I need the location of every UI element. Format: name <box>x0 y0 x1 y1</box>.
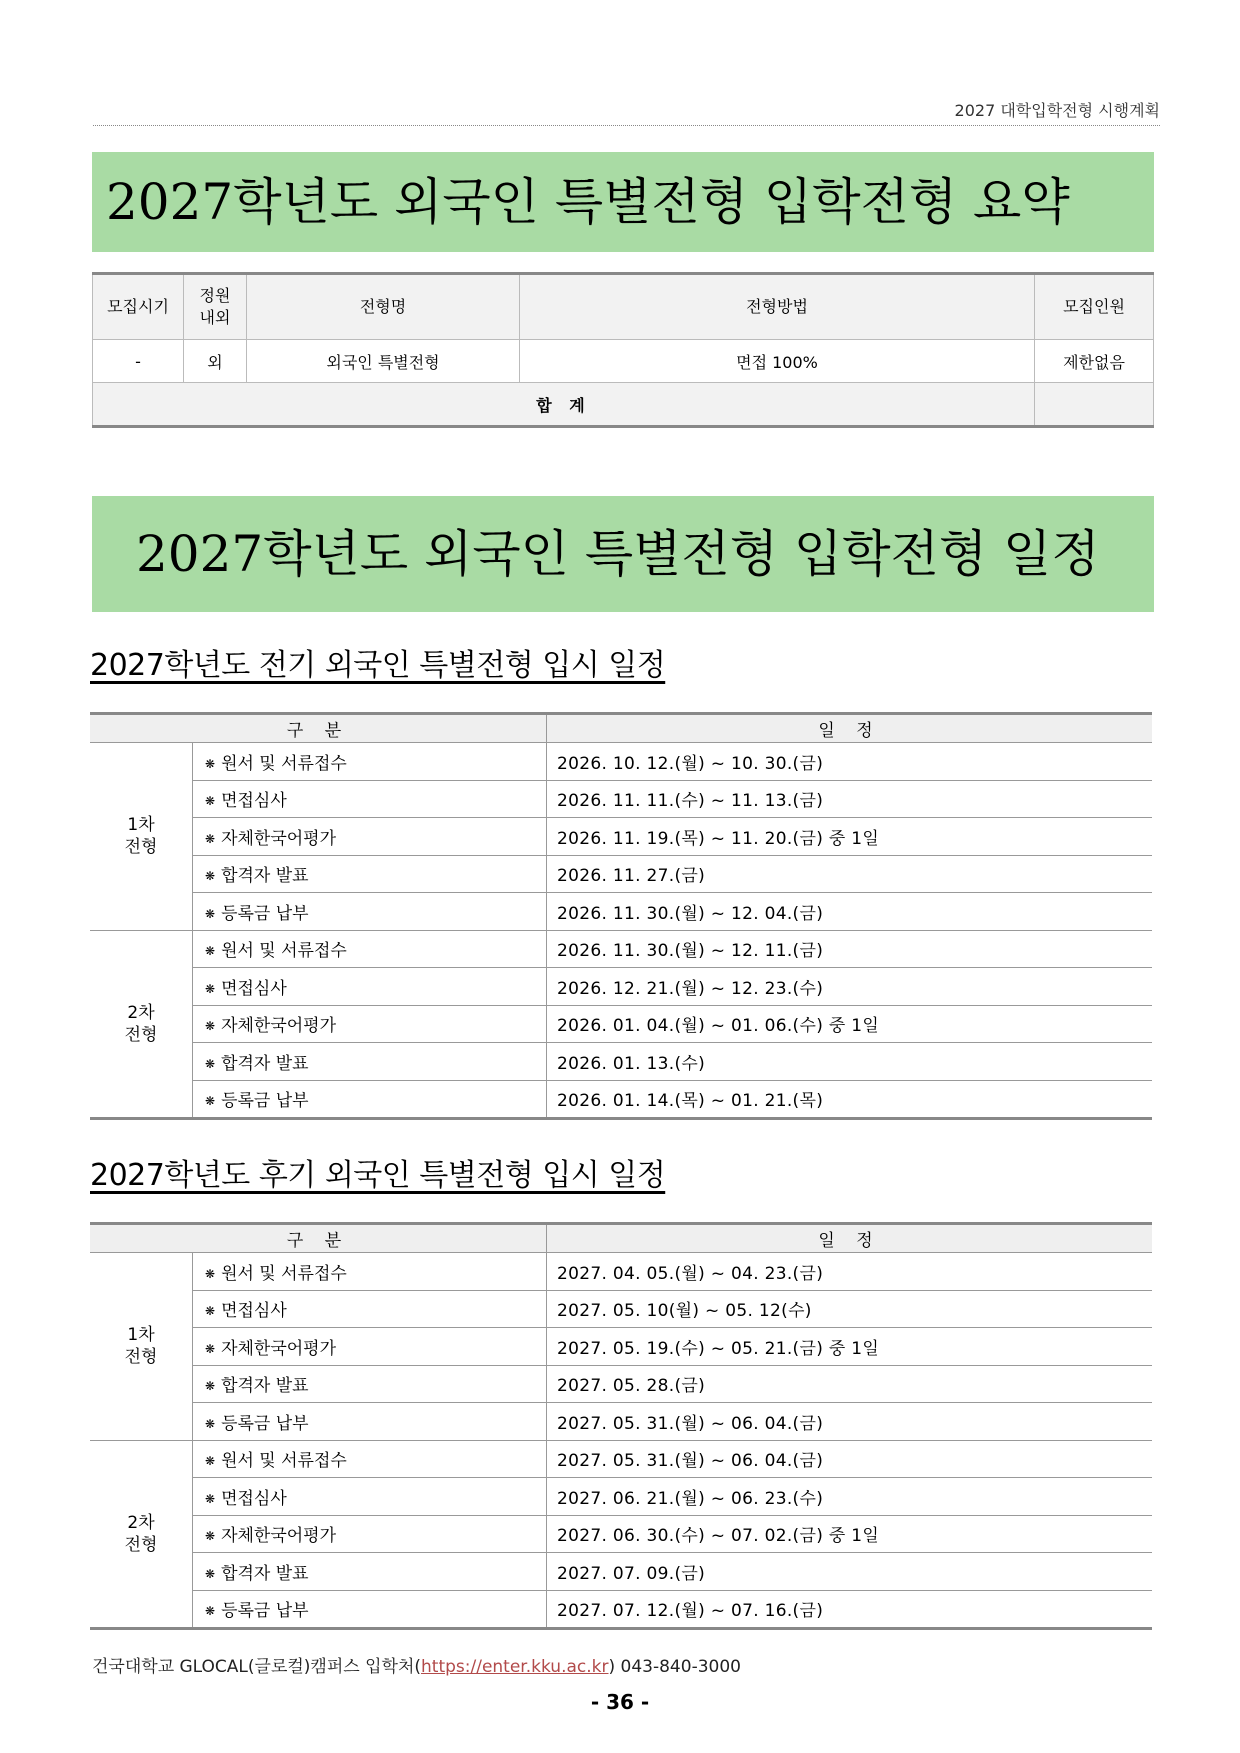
bullet-icon: ❋ <box>205 1604 216 1619</box>
schedule-item <box>193 1478 547 1516</box>
schedule-item <box>193 1005 547 1043</box>
schedule-item <box>193 855 547 893</box>
schedule-item-label: 원서 및 서류접수 <box>221 1451 347 1472</box>
round-label <box>90 930 193 1119</box>
table-row <box>90 1043 1152 1081</box>
schedule-item <box>193 968 547 1006</box>
table-row <box>90 743 1152 781</box>
header-cell-method: 전형방법 <box>520 274 1035 340</box>
schedule-item-label: 합격자 발표 <box>221 866 309 887</box>
schedule-table-late <box>90 1222 1152 1630</box>
table-row <box>90 930 1152 968</box>
page-number: - 36 - <box>590 1690 650 1714</box>
schedule-banner-title: 2027학년도 외국인 특별전형 입학전형 일정 <box>92 496 1154 612</box>
schedule-date: 2027. 07. 12.(월) ~ 07. 16.(금) <box>547 1590 1153 1629</box>
table-row <box>90 818 1152 856</box>
header-cell-period: 모집시기 <box>93 274 184 340</box>
round-label-line1: 2차 <box>127 1512 155 1533</box>
schedule-item-label: 등록금 납부 <box>221 1091 309 1112</box>
bullet-icon: ❋ <box>205 1416 216 1431</box>
schedule-date: 2026. 11. 27.(금) <box>547 855 1153 893</box>
schedule-date: 2027. 07. 09.(금) <box>547 1553 1153 1591</box>
bullet-icon: ❋ <box>205 1454 216 1469</box>
section-title-late: 2027학년도 후기 외국인 특별전형 입시 일정 <box>90 1158 666 1193</box>
schedule-item <box>193 1365 547 1403</box>
table-row <box>90 1403 1152 1441</box>
header-cell-quota-line1: 정원 <box>199 286 231 305</box>
schedule-item-label: 면접심사 <box>221 791 287 812</box>
bullet-icon: ❋ <box>205 794 216 809</box>
header-cell-count: 모집인원 <box>1035 274 1154 340</box>
schedule-item <box>193 893 547 931</box>
schedule-item-label: 등록금 납부 <box>221 1413 309 1434</box>
bullet-icon: ❋ <box>205 1379 216 1394</box>
footer-suffix: ) 043-840-3000 <box>608 1657 741 1677</box>
header-cell-quota-line2: 내외 <box>199 308 231 327</box>
table-row <box>90 1515 1152 1553</box>
bullet-icon: ❋ <box>205 1341 216 1356</box>
schedule-item-label: 등록금 납부 <box>221 903 309 924</box>
bullet-icon: ❋ <box>205 869 216 884</box>
bullet-icon: ❋ <box>205 1491 216 1506</box>
schedule-item <box>193 1403 547 1441</box>
schedule-item-label: 면접심사 <box>221 1488 287 1509</box>
schedule-date: 2027. 04. 05.(월) ~ 04. 23.(금) <box>547 1253 1153 1291</box>
schedule-date: 2027. 05. 31.(월) ~ 06. 04.(금) <box>547 1403 1153 1441</box>
table-row <box>90 1328 1152 1366</box>
bullet-icon: ❋ <box>205 1094 216 1109</box>
schedule-date: 2026. 12. 21.(월) ~ 12. 23.(수) <box>547 968 1153 1006</box>
schedule-item <box>193 780 547 818</box>
round-label-line1: 1차 <box>127 1325 155 1346</box>
round-label-line2: 전형 <box>124 837 158 858</box>
bullet-icon: ❋ <box>205 831 216 846</box>
schedule-item-label: 합격자 발표 <box>221 1376 309 1397</box>
table-row <box>90 855 1152 893</box>
schedule-item <box>193 1590 547 1629</box>
schedule-item-label: 원서 및 서류접수 <box>221 753 347 774</box>
schedule-item <box>193 1515 547 1553</box>
schedule-date: 2026. 11. 30.(월) ~ 12. 11.(금) <box>547 930 1153 968</box>
schedule-item-label: 원서 및 서류접수 <box>221 941 347 962</box>
round-label <box>90 1253 193 1441</box>
schedule-date: 2026. 11. 11.(수) ~ 11. 13.(금) <box>547 780 1153 818</box>
column-header-category: 구 분 <box>90 1224 547 1253</box>
schedule-item <box>193 1328 547 1366</box>
round-label-line2: 전형 <box>124 1347 158 1368</box>
cell-period: - <box>93 340 184 383</box>
column-header-schedule: 일 정 <box>547 1224 1153 1253</box>
bullet-icon: ❋ <box>205 944 216 959</box>
bullet-icon: ❋ <box>205 1056 216 1071</box>
table-row <box>90 1253 1152 1291</box>
footer-prefix: 건국대학교 GLOCAL(글로컬)캠퍼스 입학처( <box>92 1657 422 1677</box>
table-row <box>90 1080 1152 1119</box>
bullet-icon: ❋ <box>205 981 216 996</box>
round-label <box>90 743 193 931</box>
schedule-item <box>193 1043 547 1081</box>
header-cell-quota <box>184 274 247 340</box>
schedule-item-label: 등록금 납부 <box>221 1601 309 1622</box>
table-row <box>90 1553 1152 1591</box>
schedule-item-label: 합격자 발표 <box>221 1563 309 1584</box>
bullet-icon: ❋ <box>205 1566 216 1581</box>
schedule-date: 2026. 10. 12.(월) ~ 10. 30.(금) <box>547 743 1153 781</box>
table-row <box>90 1005 1152 1043</box>
summary-banner-title: 2027학년도 외국인 특별전형 입학전형 요약 <box>92 152 1154 252</box>
table-row <box>90 780 1152 818</box>
schedule-item-label: 면접심사 <box>221 1301 287 1322</box>
round-label-line1: 1차 <box>127 815 155 836</box>
bullet-icon: ❋ <box>205 1266 216 1281</box>
schedule-item <box>193 818 547 856</box>
schedule-item <box>193 930 547 968</box>
schedule-date: 2027. 06. 30.(수) ~ 07. 02.(금) 중 1일 <box>547 1515 1153 1553</box>
table-row <box>90 1365 1152 1403</box>
table-row <box>90 1478 1152 1516</box>
schedule-date: 2027. 05. 19.(수) ~ 05. 21.(금) 중 1일 <box>547 1328 1153 1366</box>
schedule-date: 2027. 06. 21.(월) ~ 06. 23.(수) <box>547 1478 1153 1516</box>
total-value <box>1035 383 1154 427</box>
schedule-date: 2027. 05. 10(월) ~ 05. 12(수) <box>547 1290 1153 1328</box>
schedule-item <box>193 1290 547 1328</box>
table-row <box>90 968 1152 1006</box>
round-label-line2: 전형 <box>124 1024 158 1045</box>
section-title-early: 2027학년도 전기 외국인 특별전형 입시 일정 <box>90 648 666 683</box>
cell-count: 제한없음 <box>1035 340 1154 383</box>
column-header-schedule: 일 정 <box>547 714 1153 743</box>
schedule-item-label: 합격자 발표 <box>221 1053 309 1074</box>
schedule-table-early <box>90 712 1152 1120</box>
bullet-icon: ❋ <box>205 1019 216 1034</box>
round-label <box>90 1440 193 1629</box>
table-row <box>90 1590 1152 1629</box>
summary-table <box>92 272 1154 428</box>
schedule-item <box>193 1553 547 1591</box>
cell-name: 외국인 특별전형 <box>247 340 520 383</box>
schedule-date: 2026. 11. 30.(월) ~ 12. 04.(금) <box>547 893 1153 931</box>
header-divider <box>93 125 1160 126</box>
cell-quota: 외 <box>184 340 247 383</box>
round-label-line2: 전형 <box>124 1534 158 1555</box>
bullet-icon: ❋ <box>205 756 216 771</box>
column-header-category: 구 분 <box>90 714 547 743</box>
cell-method: 면접 100% <box>520 340 1035 383</box>
admission-site-link[interactable]: https://enter.kku.ac.kr <box>421 1657 609 1677</box>
schedule-item-label: 원서 및 서류접수 <box>221 1263 347 1284</box>
schedule-item <box>193 1080 547 1119</box>
total-label: 합 계 <box>93 383 1035 427</box>
footer <box>92 1652 741 1677</box>
schedule-item <box>193 1253 547 1291</box>
schedule-date: 2026. 01. 04.(월) ~ 01. 06.(수) 중 1일 <box>547 1005 1153 1043</box>
table-row <box>90 1290 1152 1328</box>
schedule-item-label: 자체한국어평가 <box>221 1016 337 1037</box>
table-row <box>90 1440 1152 1478</box>
header-cell-name: 전형명 <box>247 274 520 340</box>
schedule-date: 2026. 11. 19.(목) ~ 11. 20.(금) 중 1일 <box>547 818 1153 856</box>
round-label-line1: 2차 <box>127 1002 155 1023</box>
schedule-date: 2027. 05. 28.(금) <box>547 1365 1153 1403</box>
running-header: 2027 대학입학전형 시행계획 <box>954 101 1160 120</box>
schedule-item-label: 면접심사 <box>221 978 287 999</box>
schedule-item-label: 자체한국어평가 <box>221 828 337 849</box>
schedule-date: 2026. 01. 14.(목) ~ 01. 21.(목) <box>547 1080 1153 1119</box>
schedule-item <box>193 743 547 781</box>
schedule-date: 2026. 01. 13.(수) <box>547 1043 1153 1081</box>
schedule-item <box>193 1440 547 1478</box>
bullet-icon: ❋ <box>205 1529 216 1544</box>
table-row <box>90 893 1152 931</box>
bullet-icon: ❋ <box>205 906 216 921</box>
bullet-icon: ❋ <box>205 1304 216 1319</box>
schedule-item-label: 자체한국어평가 <box>221 1526 337 1547</box>
schedule-item-label: 자체한국어평가 <box>221 1338 337 1359</box>
schedule-date: 2027. 05. 31.(월) ~ 06. 04.(금) <box>547 1440 1153 1478</box>
